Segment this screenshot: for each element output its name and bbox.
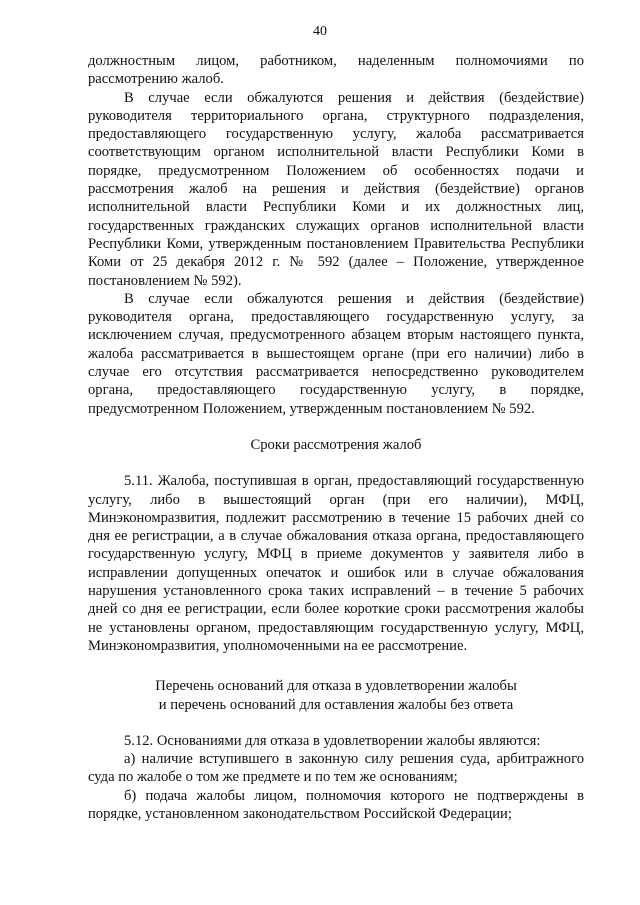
document-body xyxy=(88,52,584,823)
list-item-a: а) наличие вступившего в законную силу решения суда, арбитражного суда по жалобе о том же предмете и по тем же основаниям; xyxy=(88,751,584,786)
paragraph-5-11: 5.11. Жалоба, поступившая в орган, предоставляющий государственную услугу, либо в вышестоящий орган (при его наличии), МФЦ, Минэкономразвития, подлежит рассмотрению в течение 15 рабочих дней со дня ее регистрации, а в случае обжалования отказа органа, предоставляющего государственную услугу, МФЦ в приеме документов у заявителя либо в исправлении допущенных опечаток и ошибок или в случае обжалования нарушения установленного срока таких исправлений – в течение 5 рабочих дней со дня ее регистрации, если более короткие сроки рассмотрения жалобы не установлены органом, предоставляющим государственную услугу, МФЦ, Минэкономразвития, уполномоченными на ее рассмотрение. xyxy=(88,473,584,654)
section-heading-refusal-line1: Перечень оснований для отказа в удовлетворении жалобы xyxy=(155,678,517,695)
list-item-b: б) подача жалобы лицом, полномочия которого не подтверждены в порядке, установленном законодательством Российской Федерации; xyxy=(88,787,584,822)
paragraph-territorial-body: В случае если обжалуются решения и действия (бездействие) руководителя территориального органа, структурного подразделения, предоставляющего государственную услугу, жалоба рассматривается соответствующим органом исполнительной власти Республики Коми в порядке, предусмотренном Положением об особенностях подачи и рассмотрения жалоб на решения и действия (бездействие) органов исполнительной власти Республики Коми и их должностных лиц, государственных гражданских служащих органов исполнительной власти Республики Коми, утвержденным постановлением Правительства Республики Коми от 25 декабря 2012 г. № 592 (далее – Положение, утвержденное постановлением № 592). xyxy=(88,89,584,289)
paragraph-5-12: 5.12. Основаниями для отказа в удовлетворении жалобы являются: xyxy=(124,732,541,749)
paragraph-continuation: должностным лицом, работником, наделенным полномочиями по рассмотрению жалоб. xyxy=(88,53,584,88)
section-heading-terms: Сроки рассмотрения жалоб xyxy=(250,436,422,453)
page-number: 40 xyxy=(313,24,327,39)
section-heading-refusal-line2: и перечень оснований для оставления жалобы без ответа xyxy=(158,696,514,713)
paragraph-head-of-body: В случае если обжалуются решения и действия (бездействие) руководителя органа, предоставляющего государственную услугу, за исключением случая, предусмотренного абзацем вторым настоящего пункта, жалоба рассматривается в вышестоящем органе (при его наличии) либо в случае его отсутствия рассматривается непосредственно руководителем органа, предоставляющего государственную услугу, в порядке, предусмотренном Положением, утвержденным постановлением № 592. xyxy=(88,290,584,417)
